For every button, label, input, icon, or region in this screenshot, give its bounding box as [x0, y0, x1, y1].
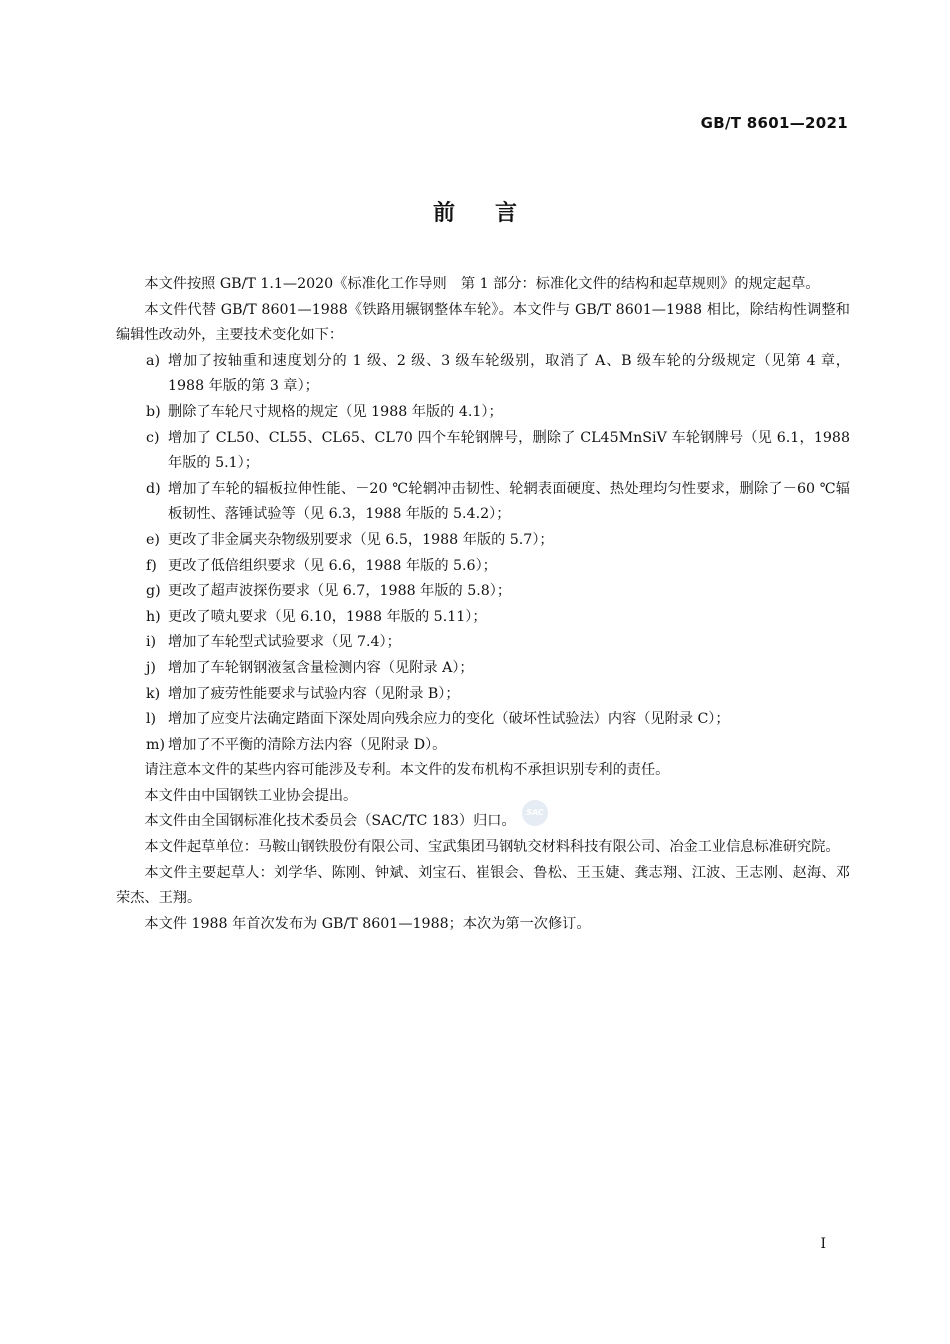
- paragraph-drafting-rules: 本文件按照 GB/T 1.1—2020《标准化工作导则 第 1 部分：标准化文件的结构和起草规则》的规定起草。: [144, 276, 820, 292]
- list-item-text: 增加了不平衡的清除方法内容（见附录 D）。: [168, 736, 447, 753]
- paragraph-proposer: 本文件由中国钢铁工业协会提出。: [144, 787, 358, 804]
- list-item-text: 更改了喷丸要求（见 6.10，1988 年版的 5.11）；: [168, 608, 487, 625]
- list-item-text: 更改了超声波探伤要求（见 6.7，1988 年版的 5.8）；: [168, 583, 512, 600]
- list-item-text: 增加了应变片法确定踏面下深处周向残余应力的变化（破坏性试验法）内容（见附录 C）；: [168, 711, 730, 728]
- page-title: 前言: [432, 201, 557, 226]
- list-item: [116, 733, 850, 759]
- paragraph-committee: 本文件由全国钢标准化技术委员会（SAC/TC 183）归口。: [144, 813, 516, 830]
- list-item-text: 增加了车轮钢钢液氢含量检测内容（见附录 A）；: [168, 659, 474, 676]
- paragraph-drafting-units: 本文件起草单位：马鞍山钢铁股份有限公司、宝武集团马钢轨交材料科技有限公司、冶金工业信息标准研究院。: [144, 839, 840, 856]
- list-item: [116, 656, 850, 682]
- paragraph-replacement: 本文件代替 GB/T 8601—1988《铁路用辗钢整体车轮》。本文件与 GB/T 8601—1988 相比，除结构性调整和编辑性改动外，主要技术变化如下：: [116, 301, 850, 344]
- page-number: I: [820, 1236, 826, 1252]
- list-item-label: j): [146, 659, 156, 676]
- list-item-label: f): [146, 557, 157, 574]
- list-item-label: k): [146, 685, 161, 702]
- changes-list: [116, 349, 850, 759]
- list-item-text: 增加了 CL50、CL55、CL65、CL70 四个车轮钢牌号，删除了 CL45MnSiV 车轮钢牌号（见 6.1，1988 年版的 5.1）；: [168, 429, 850, 472]
- list-item-label: e): [146, 531, 160, 548]
- list-item-label: l): [146, 711, 157, 728]
- list-item-label: c): [146, 429, 160, 446]
- list-item-label: h): [146, 608, 161, 625]
- list-item-label: a): [146, 352, 160, 369]
- list-item-label: g): [146, 583, 161, 600]
- list-item-text: 增加了车轮的辐板拉伸性能、－20 ℃轮辋冲击韧性、轮辋表面硬度、热处理均匀性要求，删除了－60 ℃辐板韧性、落锤试验等（见 6.3，1988 年版的 5.4.2）；: [168, 480, 850, 523]
- paragraph-patent-notice: 请注意本文件的某些内容可能涉及专利。本文件的发布机构不承担识别专利的责任。: [144, 762, 670, 779]
- list-item: [116, 477, 850, 528]
- list-item-text: 增加了按轴重和速度划分的 1 级、2 级、3 级车轮级别，取消了 A、B 级车轮的分级规定（见第 4 章，1988 年版的第 3 章）；: [168, 352, 850, 395]
- list-item-label: i): [146, 634, 157, 651]
- list-item: [116, 605, 850, 631]
- paragraph-history: 本文件 1988 年首次发布为 GB/T 8601—1988；本次为第一次修订。: [144, 915, 591, 932]
- list-item-text: 增加了疲劳性能要求与试验内容（见附录 B）；: [168, 685, 460, 702]
- list-item-label: m): [146, 736, 165, 753]
- list-item: [116, 554, 850, 580]
- list-item: [116, 400, 850, 426]
- foreword-body: [116, 272, 850, 937]
- list-item-text: 删除了车轮尺寸规格的规定（见 1988 年版的 4.1）；: [168, 403, 503, 420]
- sac-watermark-icon: SAC: [522, 800, 548, 826]
- list-item: [116, 349, 850, 400]
- paragraph-drafters: 本文件主要起草人：刘学华、陈刚、钟斌、刘宝石、崔银会、鲁松、王玉婕、龚志翔、江波、王志刚、赵海、邓荣杰、王翔。: [116, 864, 850, 907]
- list-item: [116, 707, 850, 733]
- list-item-label: b): [146, 403, 161, 420]
- standard-number: GB/T 8601—2021: [700, 114, 848, 132]
- list-item-text: 更改了非金属夹杂物级别要求（见 6.5，1988 年版的 5.7）；: [168, 531, 554, 548]
- list-item-text: 更改了低倍组织要求（见 6.6，1988 年版的 5.6）；: [168, 557, 497, 574]
- list-item: [116, 630, 850, 656]
- list-item: [116, 426, 850, 477]
- list-item: [116, 682, 850, 708]
- list-item: [116, 579, 850, 605]
- list-item: [116, 528, 850, 554]
- list-item-label: d): [146, 480, 161, 497]
- list-item-text: 增加了车轮型式试验要求（见 7.4）；: [168, 634, 401, 651]
